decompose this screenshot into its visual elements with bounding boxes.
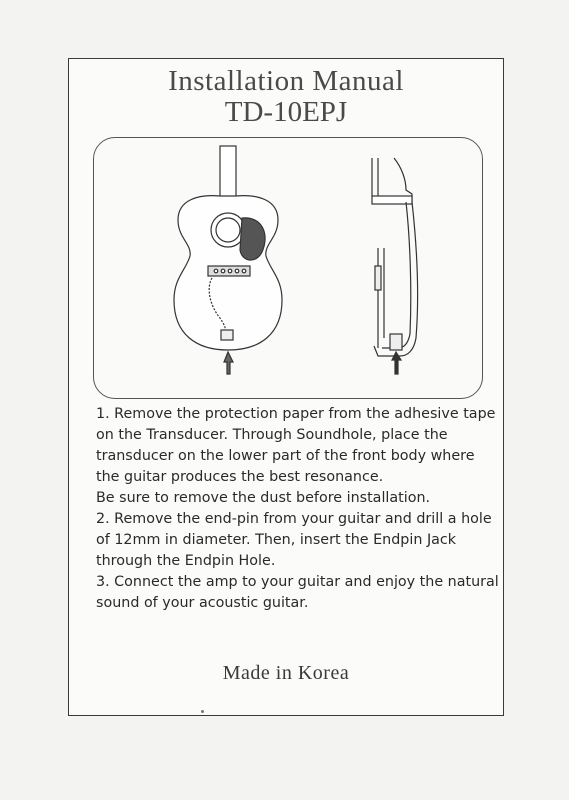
step-line: sound of your acoustic guitar. — [96, 595, 309, 611]
step-line: 3. Connect the amp to your guitar and enjoy the natural — [96, 574, 499, 590]
step-line: on the Transducer. Through Soundhole, place the — [96, 427, 448, 443]
manual-sheet — [68, 58, 504, 716]
installation-figure — [93, 137, 483, 399]
step-line: of 12mm in diameter. Then, insert the Endpin Jack — [96, 532, 457, 548]
step-line: Be sure to remove the dust before installation. — [96, 490, 431, 506]
print-speck — [201, 710, 204, 713]
installation-steps — [96, 404, 506, 614]
made-in-label: Made in Korea — [222, 662, 350, 684]
step-line: 2. Remove the end-pin from your guitar and drill a hole — [96, 511, 492, 527]
step-line: 1. Remove the protection paper from the adhesive tape — [96, 406, 496, 422]
guitar-side-section-view — [372, 158, 418, 374]
step-line: transducer on the lower part of the front body where — [96, 448, 475, 464]
model-number: TD-10EPJ — [224, 96, 348, 128]
step-line: through the Endpin Hole. — [96, 553, 276, 569]
step-line: the guitar produces the best resonance. — [96, 469, 384, 485]
acoustic-guitar-front-view — [174, 146, 282, 374]
manual-title: Installation Manual — [168, 65, 404, 97]
